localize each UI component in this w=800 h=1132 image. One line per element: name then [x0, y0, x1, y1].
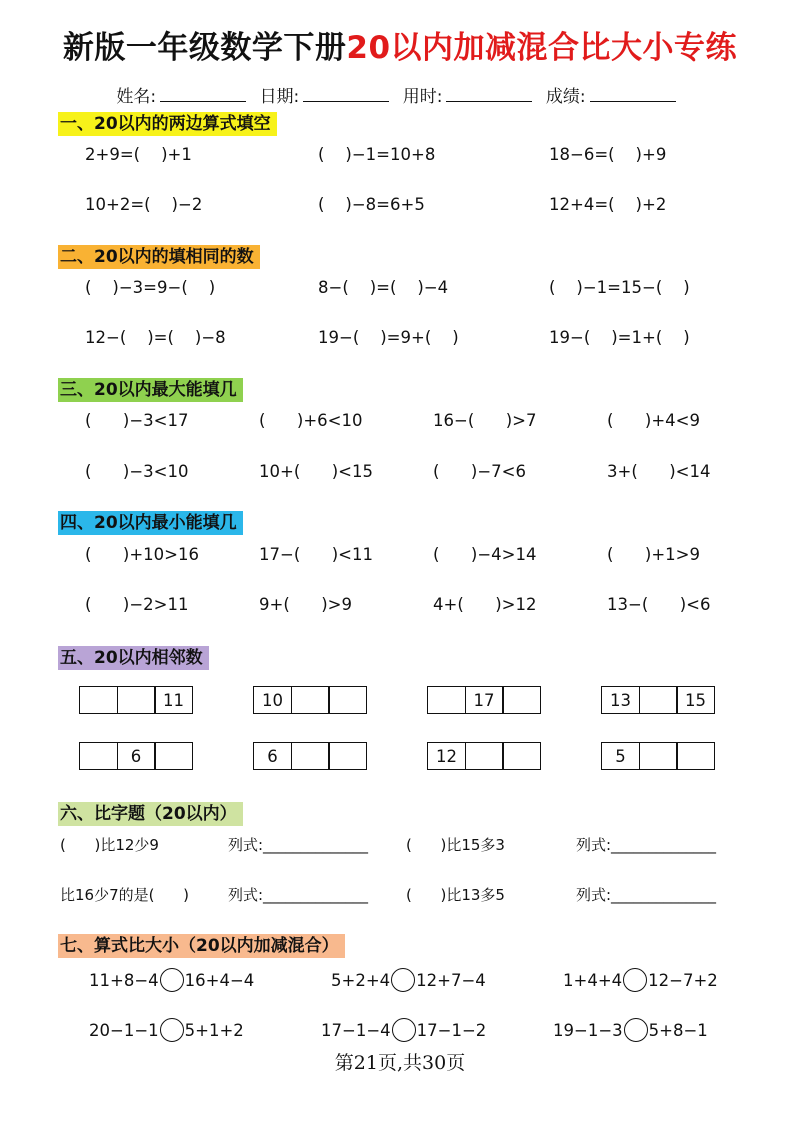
score-label: 成绩:	[545, 87, 586, 107]
name-blank[interactable]	[160, 87, 246, 102]
comparison-item	[321, 1017, 486, 1043]
question[interactable]: 12−( )=( )−8	[85, 328, 226, 347]
comparison-item	[89, 967, 254, 993]
neighbor-cell[interactable]	[117, 686, 156, 714]
right-expr: 17−1−2	[416, 1020, 487, 1040]
question[interactable]: 19−( )=9+( )	[318, 328, 459, 347]
section-heading-1: 一、20以内的两边算式填空	[58, 112, 277, 136]
question[interactable]: ( )比12少9	[60, 836, 159, 854]
neighbor-box-group	[427, 742, 541, 770]
question[interactable]: ( )−3<17	[85, 411, 189, 430]
neighbor-box-group	[79, 742, 193, 770]
left-expr: 5+2+4	[331, 970, 391, 990]
section-heading-6: 六、比字题（20以内）	[58, 802, 243, 826]
date-label: 日期:	[259, 87, 300, 107]
info-row	[0, 82, 800, 107]
neighbor-box-group	[253, 742, 367, 770]
question[interactable]: ( )+1>9	[607, 545, 700, 564]
left-expr: 1+4+4	[563, 970, 623, 990]
equation-blank[interactable]: 列式:______________	[228, 836, 369, 854]
neighbor-cell[interactable]: 13	[601, 686, 640, 714]
time-blank[interactable]	[446, 87, 532, 102]
question[interactable]: ( )+6<10	[259, 411, 363, 430]
section-heading-3: 三、20以内最大能填几	[58, 378, 243, 402]
question[interactable]: ( )比13多5	[406, 886, 505, 904]
question[interactable]: ( )−1=10+8	[318, 145, 436, 164]
neighbor-cell[interactable]	[291, 686, 330, 714]
compare-circle[interactable]	[160, 1018, 184, 1042]
compare-circle[interactable]	[392, 1018, 416, 1042]
time-label: 用时:	[402, 87, 443, 107]
neighbor-cell[interactable]	[154, 742, 193, 770]
section-heading-5: 五、20以内相邻数	[58, 646, 209, 670]
comparison-item	[563, 967, 718, 993]
question[interactable]: 19−( )=1+( )	[549, 328, 690, 347]
question[interactable]: 16−( )>7	[433, 411, 537, 430]
equation-blank[interactable]: 列式:______________	[576, 886, 717, 904]
neighbor-cell[interactable]	[639, 742, 678, 770]
section-heading-4: 四、20以内最小能填几	[58, 511, 243, 535]
question[interactable]: ( )+4<9	[607, 411, 700, 430]
question[interactable]: 9+( )>9	[259, 595, 352, 614]
right-expr: 12−7+2	[648, 970, 718, 990]
question[interactable]: ( )+10>16	[85, 545, 199, 564]
comparison-item	[553, 1017, 708, 1043]
neighbor-cell[interactable]: 12	[427, 742, 466, 770]
question[interactable]: ( )−8=6+5	[318, 195, 425, 214]
neighbor-cell[interactable]	[328, 686, 367, 714]
question[interactable]: 比16少7的是( )	[60, 886, 189, 904]
neighbor-cell[interactable]	[465, 742, 504, 770]
compare-circle[interactable]	[391, 968, 415, 992]
question[interactable]: 12+4=( )+2	[549, 195, 667, 214]
neighbor-cell[interactable]	[79, 742, 118, 770]
question[interactable]: 17−( )<11	[259, 545, 373, 564]
name-label: 姓名:	[116, 87, 157, 107]
neighbor-cell[interactable]	[502, 742, 541, 770]
question[interactable]: ( )−4>14	[433, 545, 537, 564]
left-expr: 11+8−4	[89, 970, 159, 990]
neighbor-cell[interactable]: 10	[253, 686, 292, 714]
neighbor-cell[interactable]	[502, 686, 541, 714]
question[interactable]: ( )−1=15−( )	[549, 278, 690, 297]
score-blank[interactable]	[590, 87, 676, 102]
neighbor-box-group	[253, 686, 367, 714]
title-part2: 20以内加减混合比大小专练	[346, 30, 738, 66]
page-title	[0, 22, 800, 67]
question[interactable]: 3+( )<14	[607, 462, 711, 481]
neighbor-cell[interactable]: 6	[253, 742, 292, 770]
neighbor-cell[interactable]: 6	[117, 742, 156, 770]
right-expr: 5+1+2	[184, 1020, 244, 1040]
question[interactable]: ( )比15多3	[406, 836, 505, 854]
left-expr: 19−1−3	[553, 1020, 623, 1040]
question[interactable]: 8−( )=( )−4	[318, 278, 449, 297]
neighbor-cell[interactable]: 15	[676, 686, 715, 714]
neighbor-cell[interactable]	[676, 742, 715, 770]
neighbor-box-group	[601, 742, 715, 770]
question[interactable]: 4+( )>12	[433, 595, 537, 614]
right-expr: 5+8−1	[648, 1020, 708, 1040]
question[interactable]: ( )−3<10	[85, 462, 189, 481]
neighbor-cell[interactable]	[291, 742, 330, 770]
page-footer: 第21页,共30页	[334, 1052, 466, 1074]
question[interactable]: 13−( )<6	[607, 595, 711, 614]
question[interactable]: ( )−3=9−( )	[85, 278, 216, 297]
neighbor-cell[interactable]: 11	[154, 686, 193, 714]
right-expr: 12+7−4	[416, 970, 486, 990]
neighbor-box-group	[427, 686, 541, 714]
date-blank[interactable]	[303, 87, 389, 102]
neighbor-box-group	[601, 686, 715, 714]
comparison-item	[89, 1017, 244, 1043]
question[interactable]: 2+9=( )+1	[85, 145, 192, 164]
compare-circle[interactable]	[624, 1018, 648, 1042]
left-expr: 20−1−1	[89, 1020, 159, 1040]
title-part1: 新版一年级数学下册	[62, 30, 347, 66]
neighbor-cell[interactable]: 5	[601, 742, 640, 770]
section-heading-7: 七、算式比大小（20以内加减混合）	[58, 934, 345, 958]
compare-circle[interactable]	[623, 968, 647, 992]
question[interactable]: ( )−7<6	[433, 462, 526, 481]
compare-circle[interactable]	[160, 968, 184, 992]
neighbor-box-group	[79, 686, 193, 714]
neighbor-cell[interactable]	[427, 686, 466, 714]
neighbor-cell[interactable]: 17	[465, 686, 504, 714]
comparison-item	[331, 967, 486, 993]
question[interactable]: ( )−2>11	[85, 595, 189, 614]
neighbor-cell[interactable]	[328, 742, 367, 770]
question[interactable]: 18−6=( )+9	[549, 145, 667, 164]
equation-blank[interactable]: 列式:______________	[228, 886, 369, 904]
neighbor-cell[interactable]	[79, 686, 118, 714]
question[interactable]: 10+( )<15	[259, 462, 373, 481]
section-heading-2: 二、20以内的填相同的数	[58, 245, 260, 269]
left-expr: 17−1−4	[321, 1020, 391, 1040]
right-expr: 16+4−4	[184, 970, 255, 990]
equation-blank[interactable]: 列式:______________	[576, 836, 717, 854]
question[interactable]: 10+2=( )−2	[85, 195, 203, 214]
neighbor-cell[interactable]	[639, 686, 678, 714]
